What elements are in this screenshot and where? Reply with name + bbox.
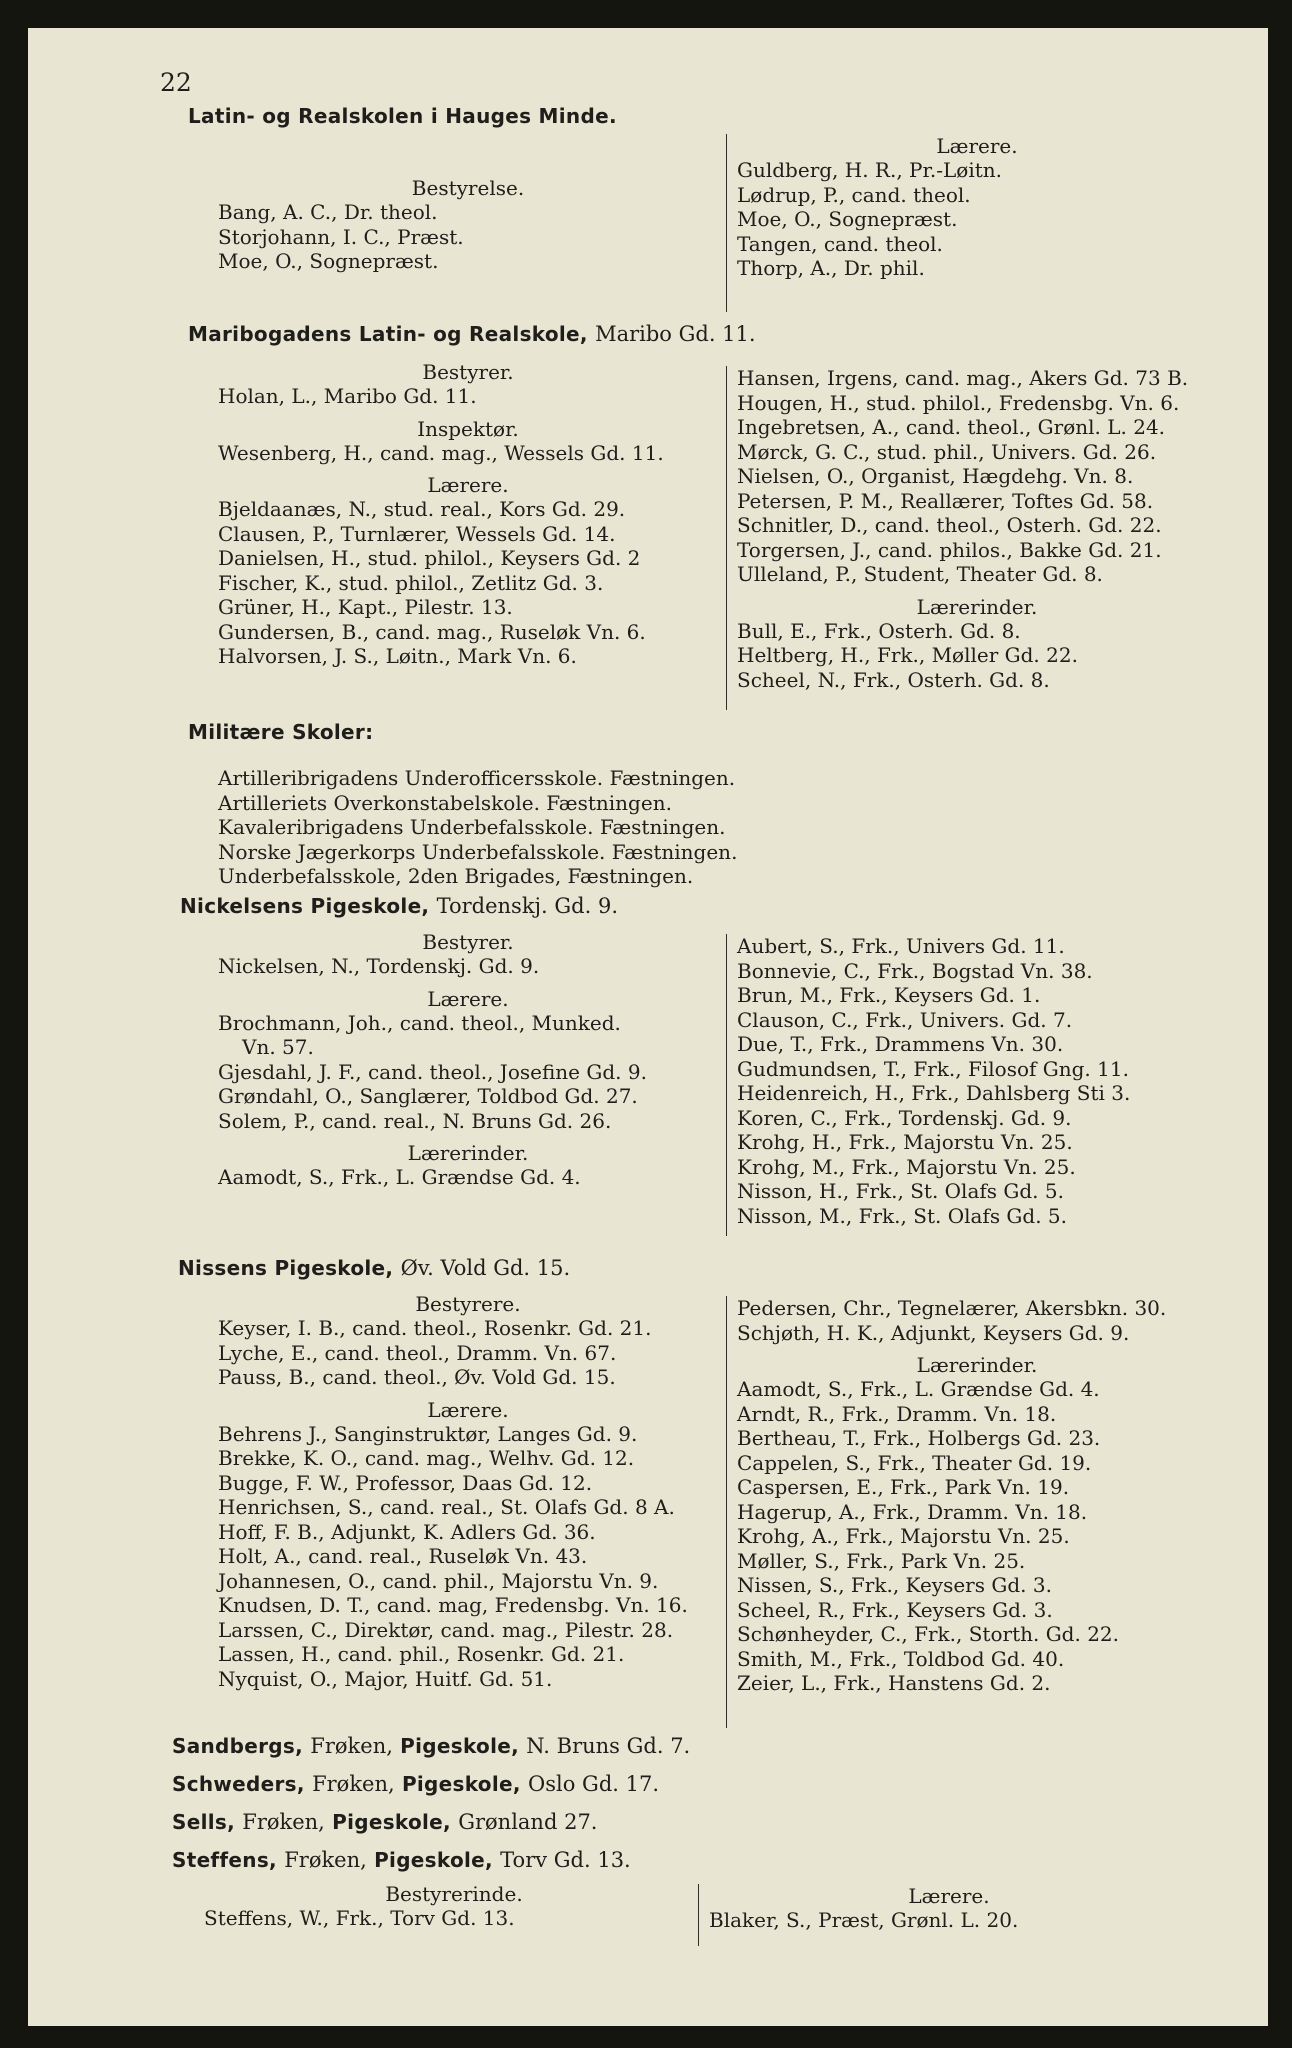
entry-list	[727, 619, 1227, 693]
school-name: Steffens,	[172, 1848, 277, 1872]
subsection-heading: Lærere.	[908, 1884, 990, 1908]
directory-entry: Nyquist, O., Major, Huitf. Gd. 51.	[218, 1666, 553, 1691]
directory-entry: Cappelen, S., Frk., Theater Gd. 19.	[737, 1450, 1092, 1475]
directory-entry: Brun, M., Frk., Keysers Gd. 1.	[737, 983, 1041, 1007]
directory-entry: Tangen, cand. theol.	[737, 231, 943, 256]
subsection-heading: Lærere.	[427, 986, 509, 1011]
directory-entry: Gundersen, B., cand. mag., Ruseløk Vn. 6.	[218, 619, 646, 644]
nissens-left	[218, 1292, 718, 1691]
directory-entry: Steffens, W., Frk., Torv Gd. 13.	[204, 1906, 515, 1930]
subsection-heading: Lærere.	[427, 1397, 509, 1422]
directory-entry: Nisson, M., Frk., St. Olafs Gd. 5.	[737, 1203, 1068, 1228]
school-title: Frøken,	[242, 1810, 325, 1834]
directory-entry: Petersen, P. M., Reallærer, Toftes Gd. 58.	[737, 488, 1154, 513]
school-address: Tordenskj. Gd. 9.	[436, 894, 619, 918]
directory-entry: Brekke, K. O., cand. mag., Welhv. Gd. 12.	[218, 1446, 635, 1470]
entry-list	[218, 1316, 718, 1390]
directory-entry: Artilleriets Overkonstabelskole. Fæstningen.	[218, 790, 672, 815]
hauges-minde-right	[726, 134, 1227, 312]
directory-entry: Hagerup, A., Frk., Dramm. Vn. 18.	[737, 1499, 1088, 1524]
directory-entry: Bonnevie, C., Frk., Bogstad Vn. 38.	[737, 958, 1093, 983]
directory-entry: Holt, A., cand. real., Ruseløk Vn. 43.	[218, 1544, 588, 1568]
subsection-heading: Lærerinder.	[916, 594, 1038, 619]
section-heading-schweders	[172, 1772, 659, 1796]
school-title: Frøken,	[312, 1772, 395, 1796]
directory-entry: Brochmann, Joh., cand. theol., Munked.	[218, 1010, 621, 1035]
maribogadens-right	[726, 366, 1227, 710]
school-name: Nissens Pigeskole,	[178, 1256, 394, 1280]
entry-list	[727, 1296, 1227, 1345]
school-type: Pigeskole,	[400, 1734, 519, 1758]
directory-entry: Caspersen, E., Frk., Park Vn. 19.	[737, 1475, 1070, 1499]
directory-entry: Heltberg, H., Frk., Møller Gd. 22.	[737, 643, 1078, 667]
directory-entry: Krohg, M., Frk., Majorstu Vn. 25.	[737, 1154, 1076, 1179]
directory-entry: Behrens J., Sanginstruktør, Langes Gd. 9.	[218, 1421, 638, 1446]
school-type: Pigeskole,	[332, 1810, 451, 1834]
directory-entry: Guldberg, H. R., Pr.-Løitn.	[737, 158, 1002, 182]
directory-entry: Bertheau, T., Frk., Holbergs Gd. 23.	[737, 1426, 1101, 1450]
entry-list	[218, 954, 718, 979]
directory-entry: Kavaleribrigadens Underbefalsskole. Fæstningen.	[218, 815, 726, 839]
section-heading-militaere	[188, 720, 373, 744]
steffens-right	[698, 1884, 1199, 1946]
subsection-heading: Inspektør.	[417, 416, 519, 441]
subsection-heading: Lærerinder.	[916, 1353, 1038, 1377]
directory-entry: Fischer, K., stud. philol., Zetlitz Gd. 3.	[218, 570, 604, 595]
school-name: Sandbergs,	[172, 1734, 304, 1758]
directory-entry: Thorp, A., Dr. phil.	[737, 256, 925, 280]
school-address: Oslo Gd. 17.	[528, 1772, 660, 1796]
directory-entry: Clauson, C., Frk., Univers. Gd. 7.	[737, 1007, 1073, 1032]
directory-entry: Nissen, S., Frk., Keysers Gd. 3.	[737, 1573, 1052, 1597]
directory-entry: Krohg, H., Frk., Majorstu Vn. 25.	[737, 1130, 1073, 1154]
section-heading-nissens	[178, 1256, 570, 1280]
directory-entry: Schnitler, D., cand. theol., Osterh. Gd. 22.	[737, 513, 1162, 537]
directory-page	[28, 28, 1268, 2026]
subsection-heading: Bestyrer.	[422, 360, 514, 384]
directory-entry: Clausen, P., Turnlærer, Wessels Gd. 14.	[218, 521, 616, 546]
school-address: N. Bruns Gd. 7.	[526, 1734, 691, 1758]
directory-entry: Vn. 57.	[242, 1035, 314, 1059]
entry-list	[218, 1011, 718, 1134]
directory-entry: Nisson, H., Frk., St. Olafs Gd. 5.	[737, 1179, 1064, 1203]
directory-entry: Scheel, N., Frk., Osterh. Gd. 8.	[737, 667, 1050, 692]
section-heading-maribogadens	[188, 322, 756, 346]
directory-entry: Holan, L., Maribo Gd. 11.	[218, 384, 477, 408]
entry-list	[727, 158, 1227, 281]
steffens-left	[204, 1882, 704, 1931]
directory-entry: Storjohann, I. C., Præst.	[218, 224, 464, 249]
section-heading-sandbergs	[172, 1734, 690, 1758]
directory-entry: Krohg, A., Frk., Majorstu Vn. 25.	[737, 1524, 1070, 1548]
subsection-heading: Bestyrere.	[415, 1292, 521, 1316]
directory-entry: Larssen, C., Direktør, cand. mag., Pilestr. 28.	[218, 1617, 674, 1642]
directory-entry: Moe, O., Sognepræst.	[737, 207, 958, 231]
directory-entry: Aamodt, S., Frk., L. Grændse Gd. 4.	[737, 1377, 1100, 1401]
entry-list	[218, 1422, 718, 1692]
school-title: Frøken,	[310, 1734, 393, 1758]
directory-entry: Knudsen, D. T., cand. mag, Fredensbg. Vn. 16.	[218, 1593, 688, 1617]
school-title: Frøken,	[284, 1848, 367, 1872]
entry-list	[218, 200, 718, 274]
directory-entry: Gudmundsen, T., Frk., Filosof Gng. 11.	[737, 1056, 1129, 1081]
entry-list	[218, 441, 718, 466]
subsection-heading: Lærere.	[936, 134, 1018, 158]
directory-entry: Due, T., Frk., Drammens Vn. 30.	[737, 1032, 1064, 1056]
subsection-heading: Bestyrerinde.	[385, 1882, 523, 1906]
subsection-heading: Bestyrelse.	[411, 176, 525, 200]
directory-entry: Torgersen, J., cand. philos., Bakke Gd. 21.	[737, 537, 1162, 562]
militaere-list	[218, 766, 737, 889]
directory-entry: Hougen, H., stud. philol., Fredensbg. Vn. 6.	[737, 390, 1180, 415]
directory-entry: Bjeldaanæs, N., stud. real., Kors Gd. 29.	[218, 497, 626, 521]
directory-entry: Danielsen, H., stud. philol., Keysers Gd. 2	[218, 546, 641, 570]
directory-entry: Hoff, F. B., Adjunkt, K. Adlers Gd. 36.	[218, 1519, 596, 1544]
directory-entry: Nickelsen, N., Tordenskj. Gd. 9.	[218, 954, 540, 978]
directory-entry: Hansen, Irgens, cand. mag., Akers Gd. 73 B.	[737, 366, 1189, 390]
directory-entry: Zeier, L., Frk., Hanstens Gd. 2.	[737, 1671, 1051, 1695]
nickelsens-left	[218, 930, 718, 1190]
school-name: Schweders,	[172, 1772, 305, 1796]
subsection-heading: Lærerinder.	[407, 1141, 529, 1165]
directory-entry: Grüner, H., Kapt., Pilestr. 13.	[218, 595, 513, 619]
section-heading-hauges-minde	[188, 104, 617, 128]
directory-entry: Schjøth, H. K., Adjunkt, Keysers Gd. 9.	[737, 1320, 1130, 1345]
directory-entry: Blaker, S., Præst, Grønl. L. 20.	[709, 1908, 1019, 1932]
directory-entry: Gjesdahl, J. F., cand. theol., Josefine Gd. 9.	[218, 1059, 647, 1084]
directory-entry: Johannesen, O., cand. phil., Majorstu Vn. 9.	[218, 1568, 659, 1593]
directory-entry: Henrichsen, S., cand. real., St. Olafs Gd. 8 A.	[218, 1495, 675, 1519]
directory-entry: Heidenreich, H., Frk., Dahlsberg Sti 3.	[737, 1081, 1131, 1105]
directory-entry: Wesenberg, H., cand. mag., Wessels Gd. 11.	[218, 440, 664, 465]
school-name: Latin- og Realskolen i Hauges Minde.	[188, 104, 617, 128]
school-name: Sells,	[172, 1810, 235, 1834]
directory-entry: Schønheyder, C., Frk., Storth. Gd. 22.	[737, 1622, 1120, 1646]
directory-entry: Artilleribrigadens Underofficersskole. Fæstningen.	[218, 766, 736, 790]
directory-entry: Bugge, F. W., Professor, Daas Gd. 12.	[218, 1470, 593, 1495]
directory-entry: Arndt, R., Frk., Dramm. Vn. 18.	[737, 1401, 1057, 1426]
school-name: Militære Skoler:	[188, 720, 374, 744]
entry-list	[204, 1906, 704, 1931]
nickelsens-right	[726, 934, 1227, 1236]
hauges-minde-left	[218, 176, 718, 274]
school-name: Maribogadens Latin- og Realskole,	[188, 322, 588, 346]
directory-entry: Koren, C., Frk., Tordenskj. Gd. 9.	[737, 1105, 1072, 1130]
directory-entry: Halvorsen, J. S., Løitn., Mark Vn. 6.	[218, 644, 577, 668]
directory-entry: Lødrup, P., cand. theol.	[737, 182, 971, 207]
school-address: Grønland 27.	[458, 1810, 598, 1834]
directory-entry: Lassen, H., cand. phil., Rosenkr. Gd. 21.	[218, 1642, 625, 1666]
maribogadens-left	[218, 360, 718, 669]
entry-list	[218, 1165, 718, 1190]
school-address: Maribo Gd. 11.	[595, 322, 756, 346]
directory-entry: Bull, E., Frk., Osterh. Gd. 8.	[737, 618, 1021, 643]
directory-entry: Mørck, G. C., stud. phil., Univers. Gd. 26.	[737, 439, 1157, 464]
directory-entry: Nielsen, O., Organist, Hægdehg. Vn. 8.	[737, 464, 1134, 488]
nissens-right	[726, 1296, 1227, 1728]
directory-entry: Lyche, E., cand. theol., Dramm. Vn. 67.	[218, 1340, 617, 1365]
directory-entry: Ulleland, P., Student, Theater Gd. 8.	[737, 562, 1103, 586]
school-name: Nickelsens Pigeskole,	[180, 894, 430, 918]
directory-entry: Norske Jægerkorps Underbefalsskole. Fæstningen.	[218, 839, 738, 864]
directory-entry: Keyser, I. B., cand. theol., Rosenkr. Gd. 21.	[218, 1316, 652, 1340]
section-heading-steffens	[172, 1848, 631, 1872]
directory-entry: Pedersen, Chr., Tegnelærer, Akersbkn. 30.	[737, 1296, 1167, 1320]
entry-list	[218, 497, 718, 669]
entry-list	[727, 934, 1227, 1228]
directory-entry: Solem, P., cand. real., N. Bruns Gd. 26.	[218, 1108, 612, 1133]
directory-entry: Aubert, S., Frk., Univers Gd. 11.	[737, 934, 1065, 958]
directory-entry: Moe, O., Sognepræst.	[218, 249, 439, 273]
directory-entry: Ingebretsen, A., cand. theol., Grønl. L. 24.	[737, 415, 1166, 439]
entry-list	[727, 1377, 1227, 1696]
school-type: Pigeskole,	[374, 1848, 493, 1872]
school-type: Pigeskole,	[401, 1772, 521, 1796]
directory-entry: Bang, A. C., Dr. theol.	[218, 200, 438, 224]
subsection-heading: Bestyrer.	[422, 930, 514, 954]
directory-entry: Møller, S., Frk., Park Vn. 25.	[737, 1548, 1026, 1573]
section-heading-nickelsens	[180, 894, 618, 918]
directory-entry: Scheel, R., Frk., Keysers Gd. 3.	[737, 1597, 1053, 1622]
school-address: Øv. Vold Gd. 15.	[400, 1256, 571, 1280]
school-address: Torv Gd. 13.	[500, 1848, 631, 1872]
entry-list	[727, 366, 1227, 587]
directory-entry: Aamodt, S., Frk., L. Grændse Gd. 4.	[218, 1165, 581, 1189]
section-heading-sells	[172, 1810, 597, 1834]
entry-list	[699, 1908, 1199, 1933]
page-number: 22	[160, 68, 192, 97]
subsection-heading: Lærere.	[427, 473, 509, 497]
directory-entry: Pauss, B., cand. theol., Øv. Vold Gd. 15.	[218, 1365, 616, 1389]
entry-list	[218, 384, 718, 409]
directory-entry: Underbefalsskole, 2den Brigades, Fæstningen.	[218, 864, 694, 888]
directory-entry: Grøndahl, O., Sanglærer, Toldbod Gd. 27.	[218, 1084, 638, 1108]
directory-entry: Smith, M., Frk., Toldbod Gd. 40.	[737, 1646, 1065, 1671]
